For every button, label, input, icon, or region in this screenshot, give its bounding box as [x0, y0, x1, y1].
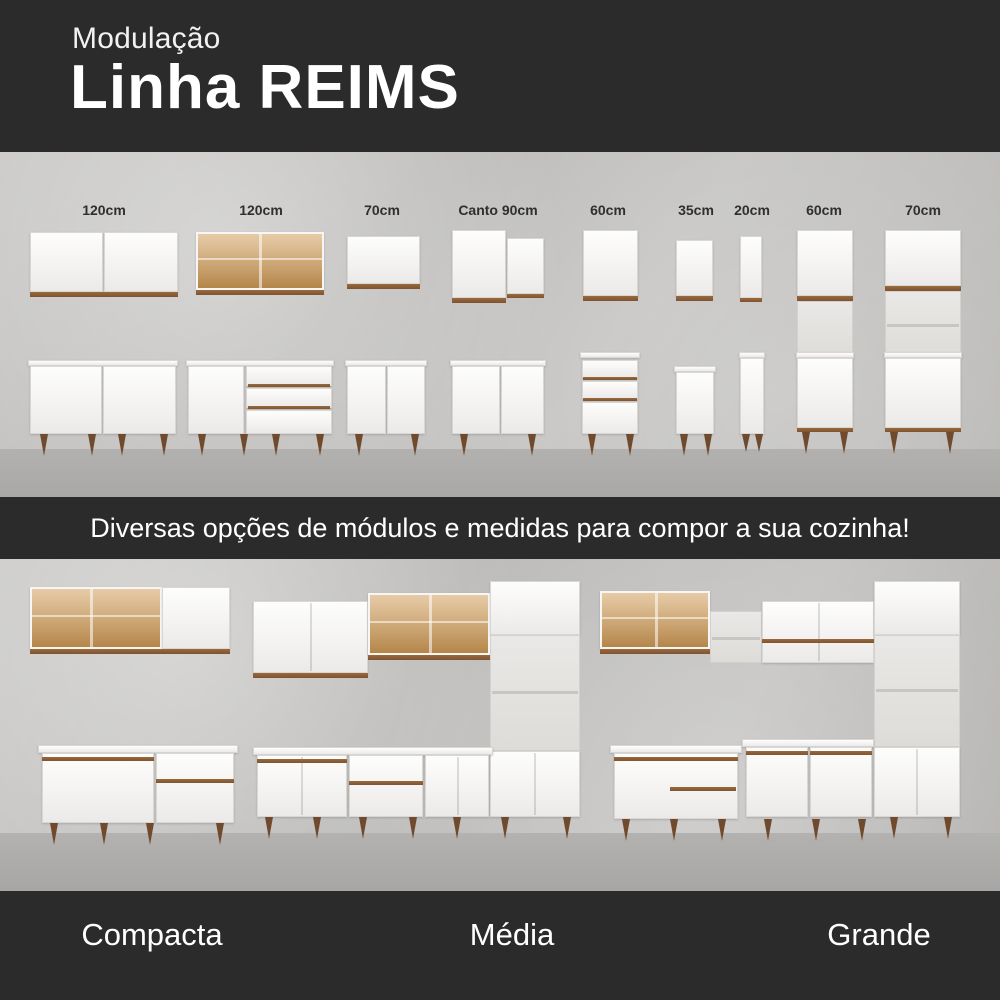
module-base-tower-70: [884, 352, 962, 456]
page-title: Linha REIMS: [70, 53, 460, 122]
composition-label-media: Média: [469, 917, 555, 952]
header-subtitle: Modulação: [72, 22, 221, 55]
module-wall-60: [583, 230, 638, 302]
compositions-panel: [0, 559, 1000, 891]
module-base-120-two-door: [28, 360, 178, 456]
dimension-label-4: Canto 90cm: [458, 202, 538, 218]
module-base-60-drawers: [580, 352, 640, 456]
dimension-label-7: 20cm: [734, 202, 770, 218]
module-wall-70-flip: [347, 236, 420, 298]
dimension-label-9: 70cm: [905, 202, 941, 218]
module-base-tower-60: [796, 352, 854, 456]
dimension-label-2: 120cm: [239, 202, 283, 218]
module-wall-120-two-door: [30, 232, 178, 300]
dimension-label-8: 60cm: [806, 202, 842, 218]
module-base-35: [674, 366, 716, 456]
module-base-20: [739, 352, 765, 456]
caption-band: [0, 497, 1000, 559]
module-wall-120-glass: [196, 232, 324, 300]
dimension-label-6: 35cm: [678, 202, 714, 218]
composition-grande: [600, 581, 972, 849]
dimension-label-3: 70cm: [364, 202, 400, 218]
dimension-label-5: 60cm: [590, 202, 626, 218]
module-wall-corner-90: [452, 230, 544, 302]
composition-label-compacta: Compacta: [81, 917, 223, 952]
module-tower-60: [797, 230, 853, 364]
composition-compacta: [20, 587, 250, 847]
module-base-corner-90: [450, 360, 546, 456]
header-band: [0, 0, 1000, 152]
footer-band: [0, 891, 1000, 1000]
module-wall-35: [676, 240, 713, 302]
caption-text: Diversas opções de módulos e medidas para compor a sua cozinha!: [90, 512, 910, 543]
module-base-70: [345, 360, 427, 456]
dimension-label-1: 120cm: [82, 202, 126, 218]
module-base-120-drawers: [186, 360, 334, 456]
module-tower-70: [885, 230, 961, 364]
modules-panel: [0, 152, 1000, 497]
module-floor: [0, 449, 1000, 497]
composition-media: [253, 581, 593, 849]
module-wall-20: [740, 236, 762, 302]
composition-label-grande: Grande: [827, 917, 931, 952]
